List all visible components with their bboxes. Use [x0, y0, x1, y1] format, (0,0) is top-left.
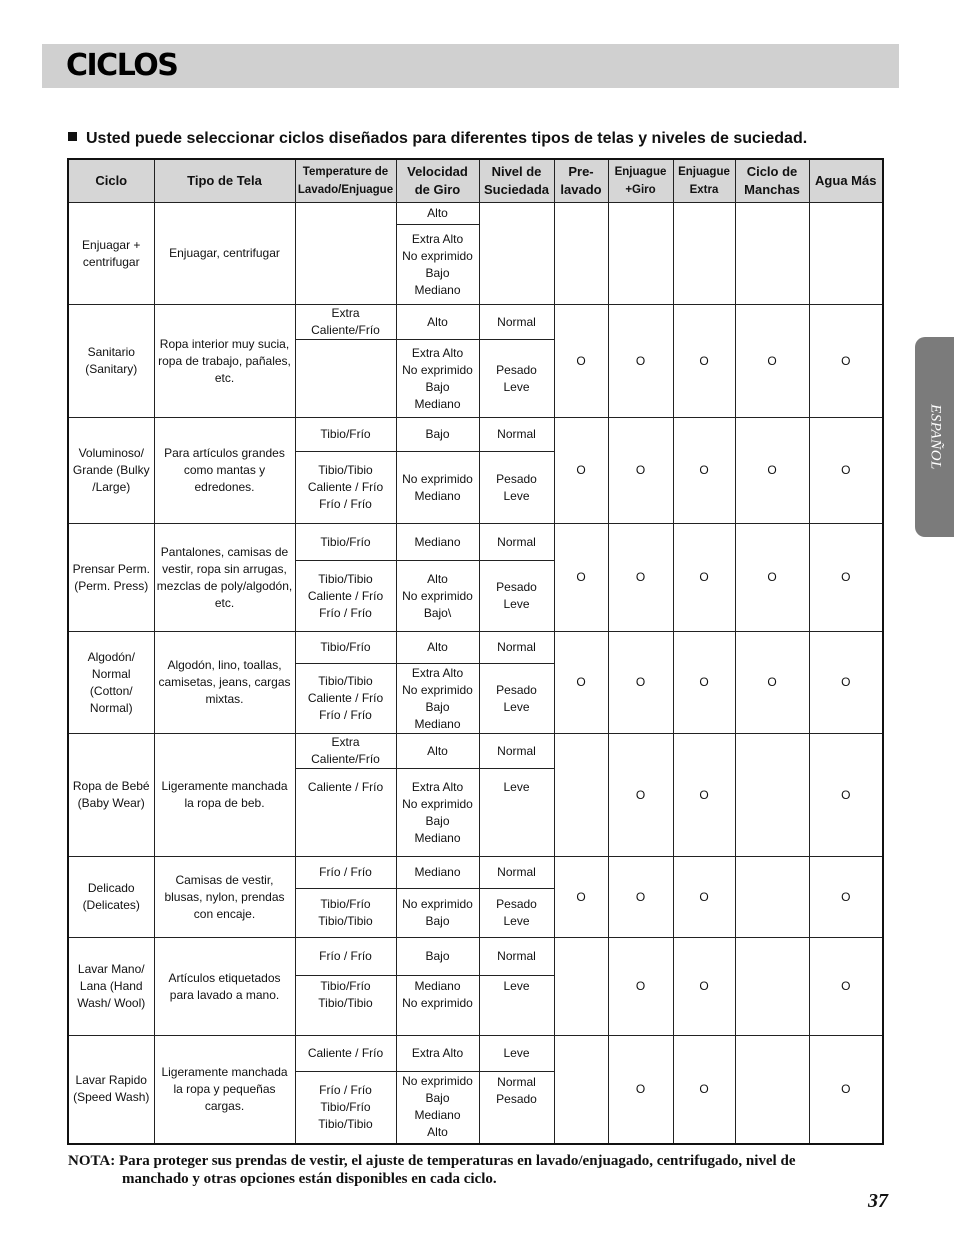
prewash-mark: O: [554, 418, 608, 524]
temp-default: Tibio/Frío: [295, 524, 396, 561]
spin-options: Extra Alto No exprimido Bajo Mediano: [396, 769, 479, 857]
fabric-type: Artículos etiquetados para lavado a mano.: [154, 938, 295, 1036]
stain-cycle-mark: [735, 203, 809, 305]
table-row: [68, 203, 883, 225]
table-row: [68, 305, 883, 340]
stain-cycle-mark: O: [735, 524, 809, 632]
temp-default: Extra Caliente/Frío: [295, 734, 396, 769]
rinse-spin-mark: [608, 203, 673, 305]
prewash-mark: [554, 734, 608, 857]
rinse-spin-mark: O: [608, 305, 673, 418]
col-enjuague-extra: Enjuague Extra: [673, 159, 735, 203]
title-bar: [42, 44, 899, 88]
extra-rinse-mark: O: [673, 938, 735, 1036]
fabric-type: Ligeramente manchada la ropa de beb.: [154, 734, 295, 857]
spin-options: Mediano No exprimido: [396, 976, 479, 1036]
more-water-mark: O: [809, 734, 883, 857]
spin-options: No exprimido Mediano: [396, 452, 479, 524]
col-enjuague-giro: Enjuague +Giro: [608, 159, 673, 203]
fabric-type: Ropa interior muy sucia, ropa de trabajo, pañales, etc.: [154, 305, 295, 418]
extra-rinse-mark: O: [673, 305, 735, 418]
rinse-spin-mark: O: [608, 938, 673, 1036]
soil-options: Pesado Leve: [479, 664, 554, 734]
temp-default: Tibio/Frío: [295, 418, 396, 452]
temp-options: Tibio/Frío Tibio/Tibio: [295, 889, 396, 938]
col-prelavado: Pre- lavado: [554, 159, 608, 203]
spin-default: Alto: [396, 734, 479, 769]
col-agua-mas: Agua Más: [809, 159, 883, 203]
more-water-mark: O: [809, 524, 883, 632]
spin-default: Bajo: [396, 938, 479, 976]
spin-options: Extra Alto No exprimido Bajo Mediano: [396, 340, 479, 418]
temp-options: Tibio/Tibio Caliente / Frío Frío / Frío: [295, 452, 396, 524]
fabric-type: Pantalones, camisas de vestir, ropa sin arrugas, mezclas de poly/algodón, etc.: [154, 524, 295, 632]
spin-default: Bajo: [396, 418, 479, 452]
extra-rinse-mark: O: [673, 734, 735, 857]
soil-default: Normal: [479, 857, 554, 889]
cycle-name: Enjuagar + centrifugar: [68, 203, 154, 305]
footnote-line-1: NOTA: Para proteger sus prendas de vestir, el ajuste de temperaturas en lavado/enjuagado, centrifugado, nivel de: [68, 1153, 796, 1169]
soil-default: Normal: [479, 632, 554, 664]
prewash-mark: [554, 938, 608, 1036]
temp-options: Frío / Frío Tibio/Frío Tibio/Tibio: [295, 1072, 396, 1144]
cycle-name: Voluminoso/ Grande (Bulky /Large): [68, 418, 154, 524]
rinse-spin-mark: O: [608, 632, 673, 734]
intro-line: [68, 130, 807, 148]
page-number: 37: [868, 1190, 888, 1212]
language-tab-label: ESPAÑOL: [927, 404, 943, 470]
fabric-type: Algodón, lino, toallas, camisetas, jeans, cargas mixtas.: [154, 632, 295, 734]
extra-rinse-mark: O: [673, 632, 735, 734]
table-row: [68, 1036, 883, 1072]
extra-rinse-mark: [673, 203, 735, 305]
prewash-mark: O: [554, 632, 608, 734]
cycle-name: Delicado (Delicates): [68, 857, 154, 938]
more-water-mark: O: [809, 857, 883, 938]
col-temperatura: Temperature de Lavado/Enjuague: [295, 159, 396, 203]
spin-default: Alto: [396, 632, 479, 664]
spin-options: Alto No exprimido Bajo\: [396, 561, 479, 632]
table-row: [68, 734, 883, 769]
soil-default: Normal: [479, 305, 554, 340]
spin-options: No exprimido Bajo: [396, 889, 479, 938]
language-tab: [915, 337, 954, 537]
header-row: [68, 159, 883, 203]
soil-default: Normal: [479, 418, 554, 452]
stain-cycle-mark: O: [735, 305, 809, 418]
soil-default: Normal: [479, 938, 554, 976]
stain-cycle-mark: O: [735, 632, 809, 734]
spin-options: Extra Alto No exprimido Bajo Mediano: [396, 664, 479, 734]
stain-cycle-mark: [735, 734, 809, 857]
col-ciclo: Ciclo: [68, 159, 154, 203]
extra-rinse-mark: O: [673, 857, 735, 938]
col-nivel-suciedad: Nivel de Suciedada: [479, 159, 554, 203]
cycle-name: Lavar Rapido (Speed Wash): [68, 1036, 154, 1144]
soil-default: Normal: [479, 524, 554, 561]
cycle-name: Algodón/ Normal (Cotton/ Normal): [68, 632, 154, 734]
temp-default: Frío / Frío: [295, 857, 396, 889]
temp-options: Tibio/Tibio Caliente / Frío Frío / Frío: [295, 561, 396, 632]
prewash-mark: O: [554, 524, 608, 632]
extra-rinse-mark: O: [673, 418, 735, 524]
stain-cycle-mark: [735, 938, 809, 1036]
cycle-name: Lavar Mano/ Lana (Hand Wash/ Wool): [68, 938, 154, 1036]
soil-options: Pesado Leve: [479, 889, 554, 938]
col-tipo-tela: Tipo de Tela: [154, 159, 295, 203]
temp-options: Tibio/Frío Tibio/Tibio: [295, 976, 396, 1036]
table-row: [68, 418, 883, 452]
temp-default: Frío / Frío: [295, 938, 396, 976]
soil-options: Pesado Leve: [479, 452, 554, 524]
prewash-mark: [554, 203, 608, 305]
fabric-type: Enjuagar, centrifugar: [154, 203, 295, 305]
extra-rinse-mark: O: [673, 524, 735, 632]
soil-options: Normal Pesado: [479, 1072, 554, 1144]
soil-default: Normal: [479, 734, 554, 769]
rinse-spin-mark: O: [608, 418, 673, 524]
temp-default: Tibio/Frío: [295, 632, 396, 664]
spin-options: No exprimido Bajo Mediano Alto: [396, 1072, 479, 1144]
cycles-table: [67, 158, 884, 1145]
soil-options: Leve: [479, 976, 554, 1036]
more-water-mark: O: [809, 632, 883, 734]
spin-options: Extra Alto No exprimido Bajo Mediano: [396, 225, 479, 305]
soil-options: Pesado Leve: [479, 561, 554, 632]
prewash-mark: [554, 1036, 608, 1144]
temp-options: [295, 203, 396, 305]
extra-rinse-mark: O: [673, 1036, 735, 1144]
spin-default: Mediano: [396, 857, 479, 889]
col-velocidad: Velocidad de Giro: [396, 159, 479, 203]
page-title: CICLOS: [66, 48, 178, 83]
stain-cycle-mark: [735, 1036, 809, 1144]
table-row: [68, 632, 883, 664]
table-row: [68, 938, 883, 976]
footnote-line-2: manchado y otras opciones están disponibles en cada ciclo.: [122, 1171, 497, 1187]
fabric-type: Para artículos grandes como mantas y edredones.: [154, 418, 295, 524]
rinse-spin-mark: O: [608, 1036, 673, 1144]
spin-default: Alto: [396, 203, 479, 225]
fabric-type: Camisas de vestir, blusas, nylon, prendas con encaje.: [154, 857, 295, 938]
more-water-mark: O: [809, 938, 883, 1036]
spin-default: Alto: [396, 305, 479, 340]
temp-options: Tibio/Tibio Caliente / Frío Frío / Frío: [295, 664, 396, 734]
rinse-spin-mark: O: [608, 734, 673, 857]
prewash-mark: O: [554, 857, 608, 938]
soil-options: [479, 203, 554, 305]
soil-default: Leve: [479, 1036, 554, 1072]
footnote: [68, 1152, 868, 1188]
temp-options: Caliente / Frío: [295, 769, 396, 857]
rinse-spin-mark: O: [608, 524, 673, 632]
cycle-name: Prensar Perm. (Perm. Press): [68, 524, 154, 632]
fabric-type: Ligeramente manchada la ropa y pequeñas cargas.: [154, 1036, 295, 1144]
rinse-spin-mark: O: [608, 857, 673, 938]
soil-options: Leve: [479, 769, 554, 857]
intro-text: Usted puede seleccionar ciclos diseñados para diferentes tipos de telas y niveles de suciedad.: [86, 130, 808, 147]
more-water-mark: O: [809, 305, 883, 418]
col-ciclo-manchas: Ciclo de Manchas: [735, 159, 809, 203]
spin-default: Mediano: [396, 524, 479, 561]
bullet-square-icon: [68, 132, 77, 141]
temp-default: Extra Caliente/Frío: [295, 305, 396, 340]
spin-default: Extra Alto: [396, 1036, 479, 1072]
cycle-name: Sanitario (Sanitary): [68, 305, 154, 418]
stain-cycle-mark: [735, 857, 809, 938]
more-water-mark: O: [809, 1036, 883, 1144]
cycle-name: Ropa de Bebé (Baby Wear): [68, 734, 154, 857]
temp-default: Caliente / Frío: [295, 1036, 396, 1072]
stain-cycle-mark: O: [735, 418, 809, 524]
table-row: [68, 857, 883, 889]
table-row: [68, 524, 883, 561]
more-water-mark: O: [809, 418, 883, 524]
temp-options: [295, 340, 396, 418]
soil-options: Pesado Leve: [479, 340, 554, 418]
more-water-mark: [809, 203, 883, 305]
prewash-mark: O: [554, 305, 608, 418]
